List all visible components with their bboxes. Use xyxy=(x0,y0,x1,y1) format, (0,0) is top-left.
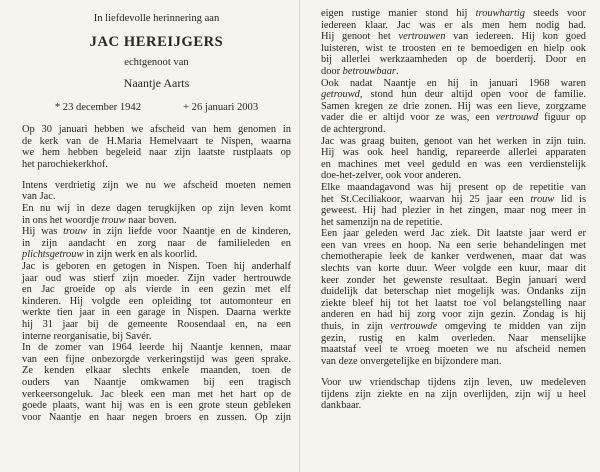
text-line: thuis, in zijn vertrouwde omgeving te midden van zijn xyxy=(321,321,587,333)
life-story-continued xyxy=(321,8,586,367)
text-line: verkeersongeluk. Jac bleek een man met het hart op de xyxy=(22,388,291,400)
text-line: in zijn aandacht en zorg naar de familieleden en xyxy=(22,237,291,249)
text-line: de achtergrond. xyxy=(321,123,386,135)
text-line: Intens verdrietig zijn we nu we afscheid moeten nemen xyxy=(22,179,291,191)
emphasis: vertrouwde xyxy=(390,321,438,333)
text-line: hij 31 jaar bij de gemeente Roosendaal en, na een xyxy=(22,319,291,330)
spouse-name: Naantje Aarts xyxy=(123,76,190,90)
emphasis: plichtsgetrouw xyxy=(22,249,84,261)
text-line: een van vrees en hoop. Na een serie behandelingen met xyxy=(321,239,586,251)
emphasis: vertrouwd xyxy=(495,112,539,124)
text-line: Hij genoot het vertrouwen van iedereen. Hij kon goed xyxy=(321,31,586,43)
intro-text: In liefdevolle herinnering aan xyxy=(93,13,220,24)
text-line: interne reorganisatie, bij Savér. xyxy=(22,330,152,342)
text-line: het parochiekerkhof. xyxy=(22,158,108,170)
text-line: voor Naantje en haar negen broers en zussen. Op zijn xyxy=(22,411,291,423)
text-line: dankbaar. xyxy=(321,400,362,412)
text-line: ziekte bleef hij tot het laatst toe vol belangstelling naar xyxy=(321,297,586,309)
text-line: werkte tien jaar in een garage in Nispen. Daarna werkte xyxy=(22,307,291,319)
text-line: en machines met veel geduld en was een verdienstelijk xyxy=(321,158,586,170)
life-story-paragraph xyxy=(22,180,291,423)
text-line: we hem hebben begeleid naar zijn laatste rustplaats op xyxy=(22,147,291,159)
text-line: door betrouwbaar. xyxy=(321,65,399,77)
text-line: van deze onvergetelijke en bijzondere man. xyxy=(321,355,502,367)
text-line: het samenzijn na de repetitie. xyxy=(321,216,443,228)
text-line: duidelijk dat beterschap niet mogelijk was. Ondanks zijn xyxy=(321,286,586,298)
text-line: gezin, rustig en kalm overleden. Naar menselijke xyxy=(321,332,586,344)
left-page xyxy=(0,0,299,472)
text-line: eigen rustige manier stond hij trouwhartig steeds voor xyxy=(321,8,586,19)
text-line: chemotherapie leek de kanker verdwenen, maar dat was xyxy=(321,251,586,263)
text-line: bij allerlei werkzaamheden op de boerderij. Door en xyxy=(321,54,586,66)
thanks-paragraph xyxy=(321,377,586,412)
text-line: En nu wij in deze dagen terugkijken op zijn leven komt xyxy=(22,203,291,215)
spouse-label: echtgenoot van xyxy=(124,57,189,68)
text-line: en Jac groeide op als vierde in een gezin met elf xyxy=(22,284,291,296)
emphasis: trouw xyxy=(101,214,126,226)
text-line: vader die er altijd voor ze was, een vertrouwd figuur op xyxy=(321,112,586,124)
deceased-name: JAC HEREIJGERS xyxy=(89,34,224,50)
text-line: plichtsgetrouw in zijn werk en als koorlid. xyxy=(22,249,198,261)
emphasis: trouw xyxy=(530,193,555,205)
emphasis: vertrouwen xyxy=(398,31,446,43)
birth-date: * 23 december 1942 xyxy=(54,102,142,113)
text-line: van Jac. xyxy=(22,191,56,203)
text-line: In de zomer van 1964 leerde hij Naantje kennen, maar xyxy=(22,342,291,354)
text-line: ouders van Naantje omkwamen bij een tragisch xyxy=(22,376,291,388)
text-line: Ze kenden elkaar slechts enkele maanden, toen de xyxy=(22,365,291,377)
text-line: jaar oud was stierf zijn moeder. Zijn vader hertrouwde xyxy=(22,272,291,284)
text-line: geweest. Hij had plezier in het zingen, maar nog meer in xyxy=(321,205,586,217)
text-line: Ook nadat Naantje en hij in januari 1968 waren xyxy=(321,77,586,89)
text-line: doe-het-zelver, ook voor anderen. xyxy=(321,170,462,182)
text-line: keer zonder het gewenste resultaat. Begin januari werd xyxy=(321,274,586,286)
text-line: slechts van korte duur. Weer volgde een kuur, maar dit xyxy=(321,263,586,275)
text-line: van een fijne onbezorgde verkeringstijd was geen sprake. xyxy=(22,353,291,365)
emphasis: trouw xyxy=(63,226,87,238)
card-header xyxy=(22,12,291,114)
text-line: anderen en had hij zorg voor zijn gezin. Zondag is hij xyxy=(321,309,586,321)
text-line: Hij was trouw in zijn liefde voor Naantje en de kinderen, xyxy=(22,226,291,238)
text-line: getrouwd, stond hun deur altijd open voor de familie. xyxy=(321,89,586,101)
text-line: de kerk van de H.Maria Hemelvaart te Nispen, waarna xyxy=(22,135,291,147)
emphasis: getrouwd xyxy=(321,89,360,101)
right-page xyxy=(301,0,600,472)
text-line: kinderen. Hij volgde een opleiding tot automonteur en xyxy=(22,295,291,307)
death-date: + 26 januari 2003 xyxy=(183,102,259,113)
funeral-paragraph xyxy=(22,124,291,170)
text-line: Jac was graag buiten, genoot van het werken in zijn tuin. xyxy=(321,135,586,147)
text-line: iedereen klaar. Jac was er als men hem nodig had. xyxy=(321,19,586,31)
text-line: Hij was ook heel handig, repareerde allerlei apparaten xyxy=(321,147,586,159)
emphasis: betrouwbaar xyxy=(342,65,396,77)
text-line: Voor uw vriendschap tijdens zijn leven, uw medeleven xyxy=(321,376,586,388)
text-line: goede plaats, want hij was en is een grote steun gebleken xyxy=(22,400,291,412)
text-line: tijdens zijn ziekte en na zijn overlijden, zijn wij u heel xyxy=(321,388,586,400)
emphasis: trouwhartig xyxy=(475,8,525,19)
text-line: Elke maandagavond was hij present op de repetitie van xyxy=(321,181,586,193)
text-line: Jac is geboren en getogen in Nispen. Toen hij anderhalf xyxy=(22,261,291,273)
text-line: maatstaf veel te vroeg moeten we nu afscheid nemen xyxy=(321,344,586,356)
text-line: het St.Ceciliakoor, waarvan hij 25 jaar een trouw lid is xyxy=(321,193,586,205)
text-line: Een jaar geleden werd Jac ziek. Dit laatste jaar werd er xyxy=(321,228,586,240)
life-dates xyxy=(22,101,291,114)
text-line: Samen kregen ze drie zonen. Hij was een lieve, zorgzame xyxy=(321,100,586,112)
text-line: luisteren, wist te troosten en te bemoedigen en hielp ook xyxy=(321,42,586,54)
text-line: in ons het woordje trouw naar boven. xyxy=(22,214,177,226)
text-line: Op 30 januari hebben we afscheid van hem genomen in xyxy=(22,124,291,135)
